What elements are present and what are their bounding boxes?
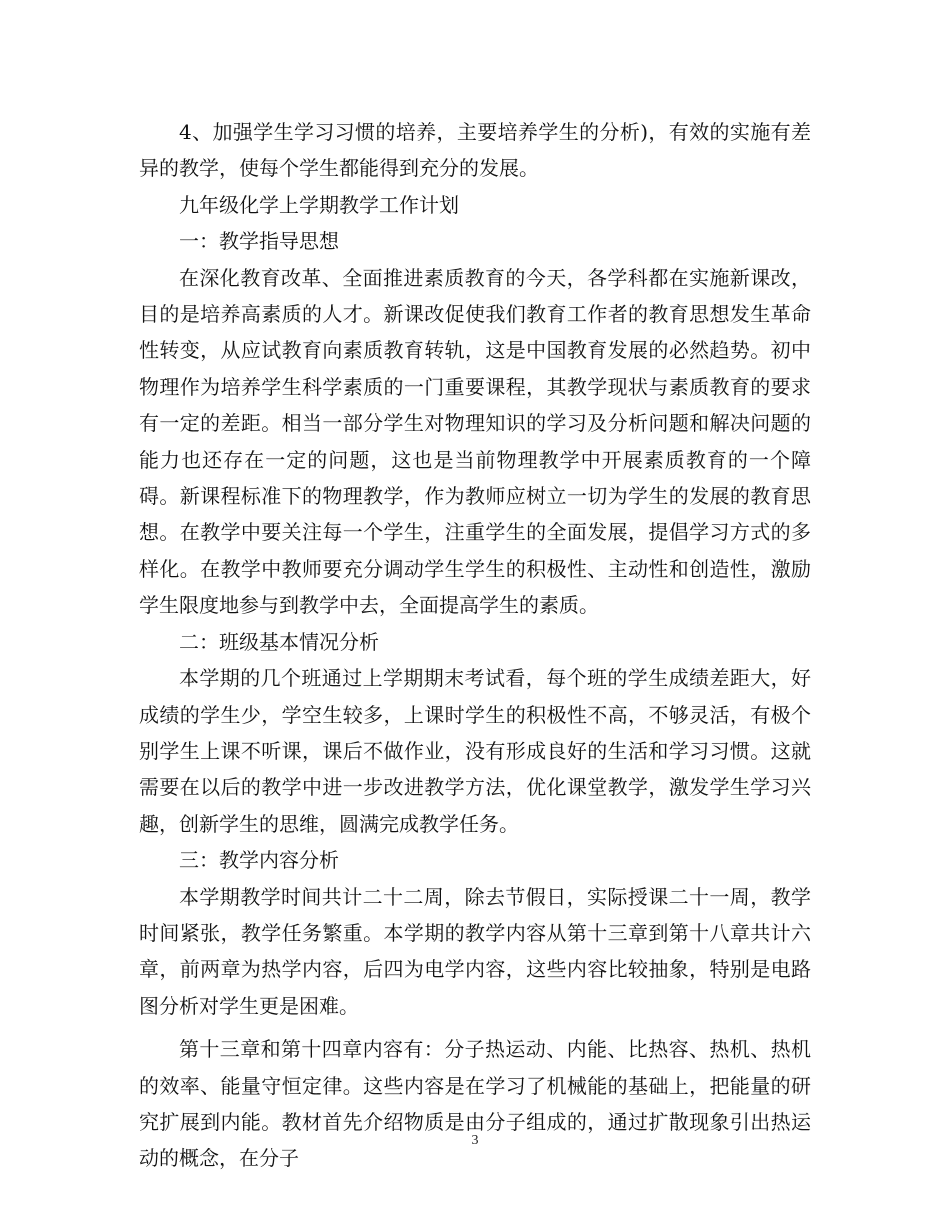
paragraph-class-analysis: 本学期的几个班通过上学期期末考试看，每个班的学生成绩差距大，好成绩的学生少，学空生较多，上课时学生的积极性不高，不够灵活，有极个别学生上课不听课，课后不做作业，没有形成良好的生活和学习习惯。这就需要在以后的教学中进一步改进教学方法，优化课堂教学，激发学生学习兴趣，创新学生的思维，圆满完成教学任务。 — [139, 666, 811, 836]
paragraph-chapter-thirteen: 第十三章和第十四章内容有：分子热运动、内能、比热容、热机、热机的效率、能量守恒定律。这些内容是在学习了机械能的基础上，把能量的研究扩展到内能。教材首先介绍物质是由分子组成的，通过扩散现象引出热运动的概念，在分子 — [139, 1037, 811, 1171]
paragraph-content-analysis: 本学期教学时间共计二十二周，除去节假日，实际授课二十一周，教学时间紧张，教学任务繁重。本学期的教学内容从第十三章到第十八章共计六章，前两章为热学内容，后四为电学内容，这些内容比较抽象，特别是电路图分析对学生更是困难。 — [139, 884, 811, 1018]
paragraph-habit-training: 4、加强学生学习习惯的培养，主要培养学生的分析)，有效的实施有差异的教学，使每个学生都能得到充分的发展。 — [139, 120, 811, 181]
heading-teaching-guideline: 一：教学指导思想 — [179, 229, 339, 254]
section-title-plan: 九年级化学上学期教学工作计划 — [179, 192, 459, 217]
heading-class-analysis: 二：班级基本情况分析 — [179, 629, 379, 654]
heading-content-analysis: 三：教学内容分析 — [179, 848, 339, 873]
page-number: 3 — [471, 1133, 479, 1148]
document-body — [139, 114, 811, 1177]
paragraph-teaching-guideline: 在深化教育改革、全面推进素质教育的今天，各学科都在实施新课改，目的是培养高素质的人才。新课改促使我们教育工作者的教育思想发生革命性转变，从应试教育向素质教育转轨，这是中国教育发展的必然趋势。初中物理作为培养学生科学素质的一门重要课程，其教学现状与素质教育的要求有一定的差距。相当一部分学生对物理知识的学习及分析问题和解决问题的能力也还存在一定的问题，这也是当前物理教学中开展素质教育的一个障碍。新课程标准下的物理教学，作为教师应树立一切为学生的发展的教育思想。在教学中要关注每一个学生，注重学生的全面发展，提倡学习方式的多样化。在教学中教师要充分调动学生学生的积极性、主动性和创造性，激励学生限度地参与到教学中去，全面提高学生的素质。 — [139, 265, 811, 618]
